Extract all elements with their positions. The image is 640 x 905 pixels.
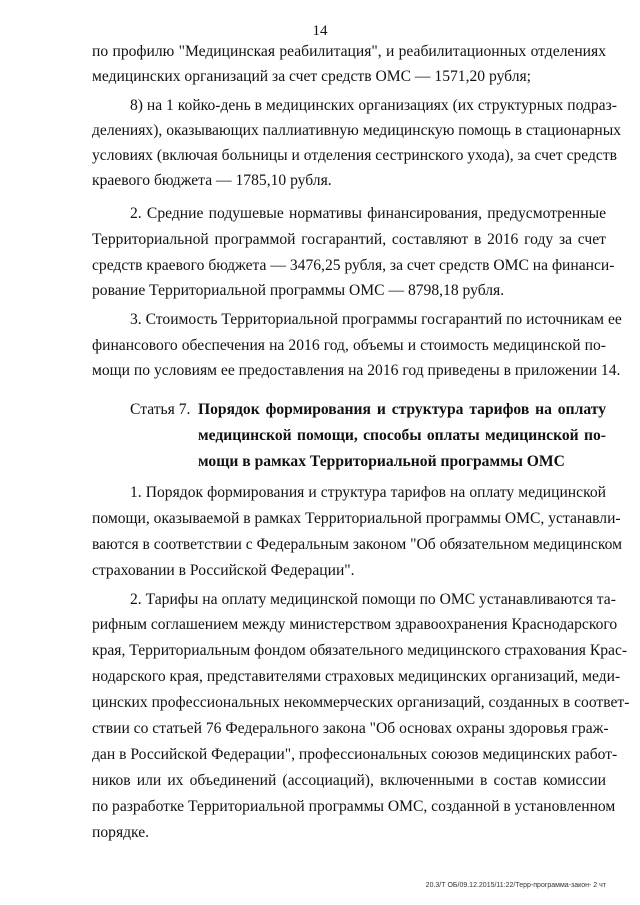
text-line: медицинских организаций за счет средств ОМС — 1571,20 рубля;	[92, 68, 531, 85]
text-line: страховании в Российской Федерации".	[92, 562, 355, 579]
text-line: ваются в соответствии с Федеральным законом "Об обязательном медицинском	[92, 536, 622, 553]
text-line: краевого бюджета — 1785,10 рубля.	[92, 172, 332, 189]
text-line: делениях), оказывающих паллиативную медицинскую помощь в стационарных	[92, 122, 622, 139]
text-line: порядке.	[92, 824, 150, 841]
text-line: нодарского края, представителями страховых медицинских организаций, меди-	[92, 668, 621, 685]
text-line: дан в Российской Федерации", профессиональных союзов медицинских работ-	[92, 746, 618, 763]
text-line: помощи, оказываемой в рамках Территориальной программы ОМС, устанавли-	[92, 510, 621, 527]
text-line: 8) на 1 койко-день в медицинских организациях (их структурных подраз-	[130, 97, 617, 114]
text-line: цинских профессиональных некоммерческих организаций, созданных в соответ-	[92, 694, 630, 711]
text-line: 2. Средние подушевые нормативы финансирования, предусмотренные	[130, 205, 606, 222]
text-line: 3. Стоимость Территориальной программы госгарантий по источникам ее	[130, 311, 622, 328]
text-line: рование Территориальной программы ОМС — 8798,18 рубля.	[92, 282, 505, 299]
text-line: по профилю "Медицинская реабилитация", и реабилитационных отделениях	[92, 43, 606, 60]
text-line: края, Территориальным фондом обязательного медицинского страхования Крас-	[92, 642, 628, 659]
text-line: мощи по условиям ее предоставления на 2016 год приведены в приложении 14.	[92, 362, 621, 379]
article-title-line: медицинской помощи, способы оплаты медицинской по-	[198, 427, 606, 444]
page-number: 14	[312, 23, 328, 39]
text-line: финансового обеспечения на 2016 год, объемы и стоимость медицинской по-	[92, 337, 606, 354]
text-line: ствии со статьей 76 Федерального закона "Об основах охраны здоровья граж-	[92, 720, 609, 737]
text-line: ников или их объединений (ассоциаций), включенными в состав комиссии	[92, 772, 606, 789]
text-line: по разработке Территориальной программы ОМС, созданной в установленном	[92, 798, 616, 815]
footer-file-info: 20.3/Т ОБ/09.12.2015/11:22/Терр-программа-закон- 2 чт	[425, 882, 606, 889]
text-line: Территориальной программой госгарантий, составляют в 2016 году за счет	[92, 231, 606, 248]
text-line: 1. Порядок формирования и структура тарифов на оплату медицинской	[130, 484, 606, 501]
article-title-line: Порядок формирования и структура тарифов на оплату	[198, 401, 606, 418]
article-label: Статья 7.	[130, 401, 191, 418]
text-line: 2. Тарифы на оплату медицинской помощи по ОМС устанавливаются та-	[130, 591, 616, 608]
article-title-line: мощи в рамках Территориальной программы ОМС	[198, 453, 565, 470]
text-line: рифным соглашением между министерством здравоохранения Краснодарского	[92, 616, 618, 633]
text-line: средств краевого бюджета — 3476,25 рубля, за счет средств ОМС на финанси-	[92, 257, 615, 274]
text-line: условиях (включая больницы и отделения сестринского ухода), за счет средств	[92, 147, 618, 164]
